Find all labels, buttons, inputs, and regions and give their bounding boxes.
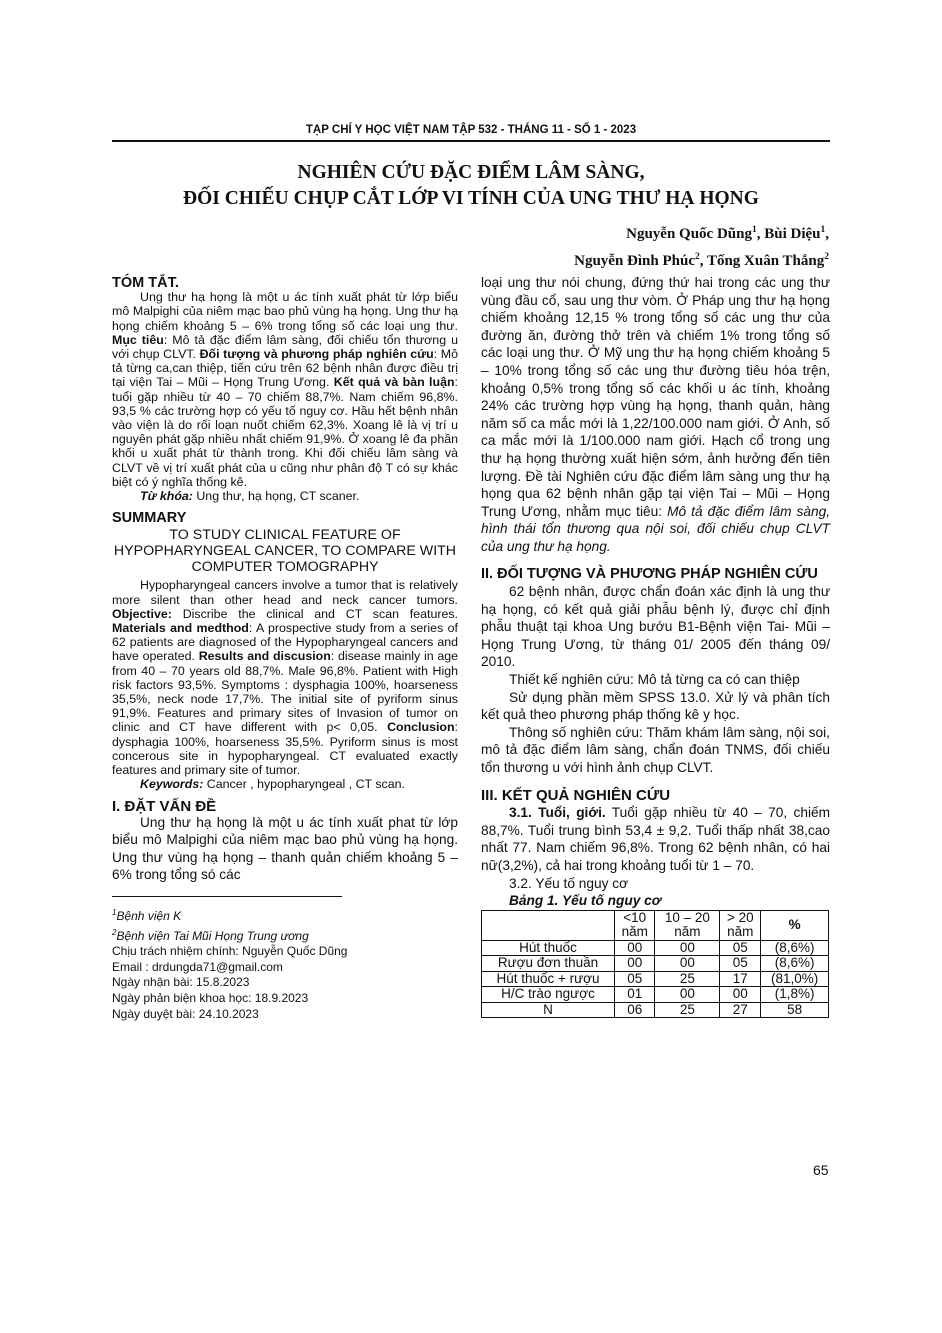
table-cell: 00: [655, 956, 720, 972]
header-gt20: > 20: [726, 909, 754, 925]
objective-label-vi: Mục tiêu: [112, 332, 164, 347]
summary-intro: Hypopharyngeal cancers involve a tumor that is relatively more silent than other head and neck cancer tumors.: [112, 578, 458, 607]
table-cell: N: [482, 1002, 615, 1018]
authors-line-2: [574, 246, 829, 273]
table-cell: 00: [720, 987, 761, 1003]
conclusion-label-en: Conclusion: [387, 720, 455, 735]
section-2-p1: 62 bệnh nhân, được chẩn đoán xác định là ung thư hạ họng, có kết quả giải phẫu bệnh lý, được chỉ định phẫu thuật tại khoa Ung bướu B1-Bệnh viện Tai- Mũi – Họng Trung Ương, từ tháng 01/ 2005 đến tháng 09/ 2010.: [481, 584, 830, 670]
table-header-cell: [655, 910, 720, 940]
table-cell: 17: [720, 971, 761, 987]
footnote-rule: [112, 896, 342, 897]
table-cell: 00: [655, 940, 720, 956]
section-2-heading: II. ĐỐI TƯỢNG VÀ PHƯƠNG PHÁP NGHIÊN CỨU: [481, 565, 818, 582]
table-header-cell: [482, 910, 615, 940]
abstract-vi-body: [112, 290, 458, 489]
table-cell: Rượu đơn thuần: [482, 956, 615, 972]
table-cell: (1,8%): [761, 987, 829, 1003]
objective-text-en: Discribe the clinical and CT scan features.: [171, 606, 458, 621]
table-header-cell: [720, 910, 761, 940]
table-row: [482, 971, 829, 987]
table-cell: (8,6%): [761, 956, 829, 972]
authors: [574, 219, 829, 273]
header-10-20-unit: năm: [674, 924, 701, 940]
date-received: Ngày nhận bài: 15.8.2023: [112, 975, 250, 990]
table-header-row: [482, 910, 829, 940]
keywords-en: [112, 777, 458, 791]
journal-header: TẠP CHÍ Y HỌC VIỆT NAM TẬP 532 - THÁNG 11 - SỐ 1 - 2023: [305, 124, 637, 136]
table-cell: 27: [720, 1002, 761, 1018]
summary-body: [112, 578, 458, 777]
section-1-cont-text: loại ung thư nói chung, đứng thứ hai trong các ung thư vùng đầu cổ, sau ung thư vòm. Ở Pháp ung thư hạ họng chiếm khoảng 12,15 % trong tổng số các ung thư của đường ăn, đường thở trên và chiếm 1% trong tổng số các loại ung thư. Ở Mỹ ung thư hạ họng chiếm khoảng 5 – 10% trong tổng số các ung thư đường tiêu hóa trện, khoảng 0,5% trong tổng số các khối u ác tính, khoảng 24% các trường hợp vùng hạ họng, thanh quản, hàng năm số ca mắc mới là 1,22/100.000 nam giới. Ở Anh, số ca mắc mới là 1/100.000 nam giới. Hạch cổ trong ung thư hạ họng thường xuất hiện sớm, ảnh hưởng đến tiên lượng. Đề tài Nghiên cứu đặc điểm lâm sàng ung thư hạ họng qua 62 bệnh nhân gặp tại viện Tai – Mũi – Họng Trung Ương, nhằm mục tiêu:: [481, 275, 830, 519]
table-cell: 01: [615, 987, 655, 1003]
table-1-caption: Bảng 1. Yếu tố nguy cơ: [509, 893, 661, 909]
author-2: , Bùi Diệu: [756, 226, 821, 242]
section-3-1-text: Tuổi gặp nhiều từ 40 – 70, chiếm 88,7%. Tuổi trung bình 53,4 ± 9,2. Tuổi thấp nhất 38,cao nhất 77. Nam chiếm 96,8%. Trong 62 bệnh nhân, có hai nữ(3,2%), cả hai trong khoảng tuổi từ 1 – 70.: [481, 805, 831, 873]
table-cell: 25: [655, 971, 720, 987]
right-column: [481, 274, 830, 1018]
author-2-sup: 1: [820, 225, 826, 235]
footnote-2-sup: 2: [112, 927, 117, 937]
table-cell: 05: [615, 971, 655, 987]
keywords-en-label: Keywords:: [140, 777, 204, 792]
results-text-en: : disease mainly in age from 40 – 70 years old 88,7%. Male 96,8%. Patient with High risk factors 93,5%. Symptoms : dysphagia 100%, hoarseness 35,5%, neck node 17,7%. The initial site of pyriform sinus 91,9%. Features and primary sites of Invasion of tumor on clinic and CT have different with p< 0,05.: [112, 649, 458, 735]
author-3-sup: 2: [694, 252, 700, 262]
table-cell: Hút thuốc + rượu: [482, 971, 615, 987]
methods-label-en: Materials and medthod: [112, 621, 249, 636]
section-3-1: [481, 804, 830, 874]
table-cell: 00: [615, 940, 655, 956]
methods-text-en: : A prospective study from a series of 62 patients are diagnosed of the Hypopharyngeal cancers and have operated.: [112, 621, 458, 664]
table-cell: 06: [615, 1002, 655, 1018]
table-row: [482, 956, 829, 972]
table-cell: 00: [615, 956, 655, 972]
table-cell: (81,0%): [761, 971, 829, 987]
header-10-20: 10 – 20: [664, 909, 710, 925]
conclusion-text-en: : dysphagia 100%, hoarseness 35,5%. Pyriform sinus is most concerous site in hypopharyngeal. CT evaluated exactly features and primary site of tumor.: [112, 720, 458, 778]
table-cell: 05: [720, 956, 761, 972]
table-cell: 25: [655, 1002, 720, 1018]
left-column: [112, 276, 458, 1022]
keywords-vi: [112, 489, 458, 503]
table-cell: (8,6%): [761, 940, 829, 956]
objective-label-en: Objective:: [112, 606, 172, 621]
summary-title: TO STUDY CLINICAL FEATURE OF HYPOPHARYNGEAL CANCER, TO COMPARE WITH COMPUTER TOMOGRAPHY: [113, 527, 457, 576]
author-3: Nguyễn Đình Phúc: [574, 253, 695, 269]
date-reviewed: Ngày phản biện khoa học: 18.9.2023: [112, 991, 309, 1006]
author-1: Nguyễn Quốc Dũng: [626, 226, 752, 242]
objective-text-vi: : Mô tả đặc điểm lâm sàng, đối chiếu tổn thương u với chụp CLVT.: [112, 332, 458, 362]
section-1-heading: I. ĐẶT VẤN ĐỀ: [112, 797, 217, 815]
table-row: [482, 940, 829, 956]
table-row: [482, 1002, 829, 1018]
section-3-1-label: 3.1. Tuổi, giới.: [509, 805, 606, 821]
table-cell: 00: [655, 987, 720, 1003]
results-text-vi: : tuổi gặp nhiều từ 40 – 70 chiếm 88,7%. Nam chiếm 96,8%. 93,5 % các trường hợp có yếu tố nguy cơ. Hầu hết bệnh nhân vào viện là do rối loạn nuốt chiếm 62,3%. Xoang lê là vị trí u nguyên phát gặp nhiều nhất chiếm 91,9%. Ở xoang lê đa phần khối u xuất phát từ thành trong. Khi đối chiếu lâm sàng và CLVT về vị trí xuất phát của u cũng như phân độ T có sự khác biệt có ý nghĩa thống kê.: [112, 375, 458, 489]
table-cell: 58: [761, 1002, 829, 1018]
methods-text-vi: : Mô tả từng ca,can thiệp, tiến cứu trên 62 bệnh nhân được điều trị tại viện Tai – Mũi – Họng Trung Ương.: [112, 347, 458, 390]
title-line-1: NGHIÊN CỨU ĐẶC ĐIỂM LÂM SÀNG,: [297, 162, 645, 183]
email: Email : drdungda71@gmail.com: [112, 959, 283, 974]
author-1-sup: 1: [751, 225, 757, 235]
table-cell: Hút thuốc: [482, 940, 615, 956]
keywords-vi-label: Từ khóa:: [140, 489, 193, 504]
footnote-1-sup: 1: [112, 908, 117, 918]
keywords-en-text: Cancer , hypopharyngeal , CT scan.: [203, 777, 405, 792]
risk-factor-table: [481, 910, 829, 1019]
abstract-vi-intro: Ung thư hạ họng là một u ác tính xuất phát từ lớp biểu mô Malpighi của niêm mạc bao phủ vùng hạ họng. Ung thư hạ họng chiếm khoảng 5 – 6% trong tổng số các loại ung thư.: [112, 290, 458, 333]
table-cell: H/C trào ngược: [482, 987, 615, 1003]
footnotes: [112, 905, 458, 1022]
header-rule: [112, 140, 830, 142]
header-lt10: <10: [623, 909, 647, 925]
results-label-vi: Kết quả và bàn luận: [333, 375, 455, 390]
footnote-2: [112, 925, 458, 945]
methods-label-vi: Đối tượng và phương pháp nghiên cứu: [199, 347, 434, 362]
section-3-2: 3.2. Yếu tố nguy cơ: [509, 875, 629, 891]
title-line-2: ĐỐI CHIẾU CHỤP CẮT LỚP VI TÍNH CỦA UNG THƯ HẠ HỌNG: [183, 188, 759, 209]
table-header-cell: %: [761, 910, 829, 940]
section-2-p2: Thiết kế nghiên cứu: Mô tả từng ca có can thiệp: [509, 672, 800, 688]
article-title: [112, 160, 830, 212]
authors-line-1: [574, 219, 829, 246]
section-1-body: Ung thư hạ họng là một u ác tính xuất phat từ lớp biểu mô Malpighi của niêm mạc bao phủ vùng hạ họng. Ung thư vùng hạ họng – thanh quản chiếm khoảng 5 – 6% trong tổng só các: [112, 814, 458, 883]
abstract-vi-heading: TÓM TẮT.: [112, 275, 179, 291]
table-header-cell: [615, 910, 655, 940]
footnote-1-text: Bệnh viện K: [116, 909, 182, 924]
study-objective-italic: Mô tả đặc điểm lâm sàng, hình thái tổn thương qua nội soi, đối chiếu chụp CLVT của ung thư hạ họng.: [481, 503, 830, 554]
page-number: 65: [813, 1162, 829, 1178]
table-row: [482, 987, 829, 1003]
authors-comma: ,: [825, 226, 829, 242]
header-lt10-unit: năm: [621, 924, 648, 940]
results-label-en: Results and discusion: [198, 649, 331, 664]
table-cell: 05: [720, 940, 761, 956]
header-gt20-unit: năm: [727, 924, 754, 940]
date-accepted: Ngày duyệt bài: 24.10.2023: [112, 1006, 259, 1021]
section-3-heading: III. KẾT QUẢ NGHIÊN CỨU: [481, 786, 671, 804]
section-2-p3: Sử dụng phần mềm SPSS 13.0. Xử lý và phân tích kết quả theo phương pháp thống kê y học.: [481, 689, 830, 723]
author-4: , Tống Xuân Thắng: [699, 253, 825, 269]
footnote-1: [112, 905, 458, 925]
section-2-p4: Thông số nghiên cứu: Thăm khám lâm sàng, nội soi, mô tả đặc điểm lâm sàng, chẩn đoán TNMS, đối chiếu tổn thương u với hình ảnh chụp CLVT.: [481, 724, 830, 776]
section-1-continued: [481, 274, 830, 556]
summary-heading: SUMMARY: [112, 510, 187, 527]
author-4-sup: 2: [824, 252, 829, 262]
keywords-vi-text: Ung thư, hạ họng, CT scaner.: [192, 489, 360, 504]
corresponding-author: Chịu trách nhiệm chính: Nguyễn Quốc Dũng: [112, 944, 348, 959]
footnote-2-text: Bệnh viện Tai Mũi Họng Trung ương: [116, 928, 309, 943]
